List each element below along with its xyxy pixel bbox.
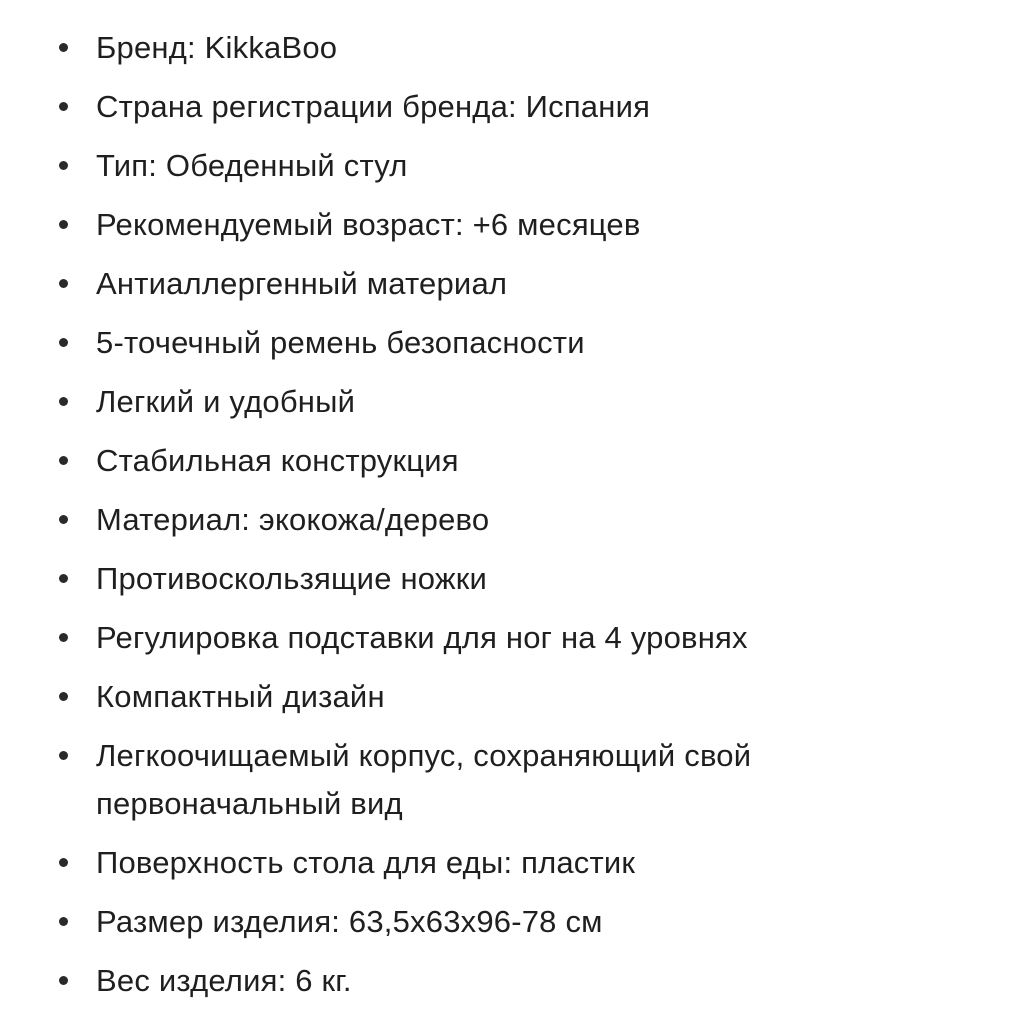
- bullet-icon: [59, 338, 68, 347]
- spec-material-hypoallergenic: Антиаллергенный материал: [96, 266, 508, 301]
- list-item: [0, 957, 1024, 1007]
- list-item: [0, 732, 1024, 832]
- spec-stable: Стабильная конструкция: [96, 443, 459, 478]
- list-item: [0, 496, 1024, 546]
- list-item: [0, 83, 1024, 133]
- list-item: [0, 201, 1024, 251]
- bullet-icon: [59, 858, 68, 867]
- spec-tray-surface: Поверхность стола для еды: пластик: [96, 845, 636, 880]
- list-item: [0, 319, 1024, 369]
- bullet-icon: [59, 456, 68, 465]
- spec-safety-belt: 5-точечный ремень безопасности: [96, 325, 585, 360]
- bullet-icon: [59, 220, 68, 229]
- bullet-icon: [59, 397, 68, 406]
- spec-easy-clean: Легкоочищаемый корпус, сохраняющий свой первоначальный вид: [96, 738, 752, 821]
- spec-compact: Компактный дизайн: [96, 679, 385, 714]
- spec-size: Размер изделия: 63,5x63x96-78 см: [96, 904, 603, 939]
- bullet-icon: [59, 102, 68, 111]
- bullet-icon: [59, 279, 68, 288]
- spec-type: Тип: Обеденный стул: [96, 148, 408, 183]
- list-item: [0, 260, 1024, 310]
- list-item: [0, 673, 1024, 723]
- bullet-icon: [59, 751, 68, 760]
- spec-brand-country: Страна регистрации бренда: Испания: [96, 89, 651, 124]
- list-item: [0, 839, 1024, 889]
- spec-brand: Бренд: KikkaBoo: [96, 30, 338, 65]
- list-item: [0, 614, 1024, 664]
- spec-footrest: Регулировка подставки для ног на 4 уровнях: [96, 620, 748, 655]
- bullet-icon: [59, 692, 68, 701]
- bullet-icon: [59, 161, 68, 170]
- spec-non-slip-legs: Противоскользящие ножки: [96, 561, 488, 596]
- bullet-icon: [59, 515, 68, 524]
- list-item: [0, 555, 1024, 605]
- bullet-icon: [59, 976, 68, 985]
- bullet-icon: [59, 633, 68, 642]
- list-item: [0, 898, 1024, 948]
- spec-lightweight: Легкий и удобный: [96, 384, 356, 419]
- list-item: [0, 378, 1024, 428]
- bullet-icon: [59, 574, 68, 583]
- list-item: [0, 142, 1024, 192]
- list-item: [0, 437, 1024, 487]
- spec-age: Рекомендуемый возраст: +6 месяцев: [96, 207, 641, 242]
- spec-weight: Вес изделия: 6 кг.: [96, 963, 352, 998]
- bullet-icon: [59, 43, 68, 52]
- list-item: [0, 24, 1024, 74]
- bullet-icon: [59, 917, 68, 926]
- spec-material: Материал: экокожа/дерево: [96, 502, 490, 537]
